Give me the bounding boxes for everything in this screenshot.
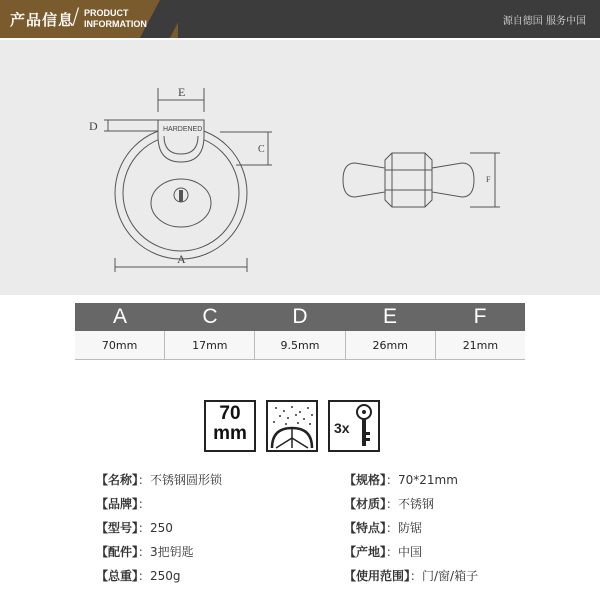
spec-table	[75, 303, 525, 360]
header-bar	[0, 0, 600, 38]
info-origin	[344, 542, 422, 562]
hardened-text: HARDENED	[163, 126, 203, 133]
info-feature	[344, 518, 422, 538]
info-feature-value: ：防锯	[386, 521, 423, 535]
info-spec-label: 【规格】	[344, 473, 387, 487]
info-brand-value: ：	[138, 497, 151, 511]
info-weight-label: 【总重】	[96, 569, 139, 583]
info-material-value: ：不锈钢	[386, 497, 435, 511]
info-name	[96, 470, 222, 490]
info-usage-label: 【使用范围】	[344, 569, 411, 583]
info-usage-value: ：门/窗/箱子	[410, 569, 479, 583]
dim-label-e: E	[178, 85, 186, 99]
spec-header-d: D	[292, 305, 308, 328]
keys-icon	[328, 400, 380, 452]
header-subtitle	[84, 8, 147, 30]
info-name-label: 【名称】	[96, 473, 139, 487]
drawing-svg	[0, 40, 600, 295]
keyhole-slot	[179, 190, 183, 202]
header-divider: /	[72, 5, 80, 30]
info-name-value: ：不锈钢圆形锁	[138, 473, 223, 487]
info-accessories	[96, 542, 194, 562]
header-title: 产品信息	[10, 11, 75, 29]
size-icon-text	[206, 404, 254, 444]
size-icon	[204, 400, 256, 452]
dim-label-f: F	[486, 175, 491, 184]
header-subtitle-line1: PRODUCT	[84, 8, 129, 18]
header-subtitle-line2: INFORMATION	[84, 19, 147, 29]
spec-header-c: C	[202, 305, 218, 328]
spec-value-f: 21mm	[462, 339, 499, 352]
info-material-label: 【材质】	[344, 497, 387, 511]
info-brand-label: 【品牌】	[96, 497, 139, 511]
info-accessories-value: ：3把钥匙	[138, 545, 194, 559]
spec-value-d: 9.5mm	[255, 331, 345, 359]
info-feature-label: 【特点】	[344, 521, 387, 535]
side-view-left-cap	[343, 163, 385, 197]
info-model-value: ：250	[138, 521, 173, 535]
side-view-right-cap	[432, 163, 474, 197]
spec-value-row	[75, 331, 525, 360]
info-accessories-label: 【配件】	[96, 545, 139, 559]
feature-icons	[204, 400, 394, 452]
spec-header-a: A	[112, 305, 127, 328]
spec-header-f: F	[473, 305, 487, 328]
size-icon-unit: mm	[213, 423, 247, 444]
info-model-label: 【型号】	[96, 521, 139, 535]
info-spec	[344, 470, 458, 490]
info-weight-value: ：250g	[138, 569, 181, 583]
technical-drawing	[0, 40, 600, 295]
dim-label-c: C	[258, 144, 265, 155]
info-usage	[344, 566, 478, 586]
dim-label-d: D	[89, 119, 98, 133]
info-spec-value: ：70*21mm	[386, 473, 458, 487]
header-slogan: 源自德国 服务中国	[502, 16, 586, 27]
info-origin-label: 【产地】	[344, 545, 387, 559]
keys-icon-graphic	[330, 402, 378, 450]
spec-value-e: 26mm	[346, 331, 436, 359]
weatherproof-icon-graphic	[268, 402, 316, 450]
info-origin-value: ：中国	[386, 545, 423, 559]
lock-cylinder	[151, 179, 211, 227]
keys-icon-count: 3x	[334, 420, 350, 436]
info-weight	[96, 566, 181, 586]
info-material	[344, 494, 434, 514]
info-model	[96, 518, 173, 538]
spec-value-c: 17mm	[165, 331, 255, 359]
weatherproof-icon	[266, 400, 318, 452]
spec-header-row	[75, 303, 525, 331]
spec-value-a: 70mm	[75, 331, 165, 359]
dim-label-a: A	[177, 252, 186, 266]
spec-header-e: E	[382, 305, 397, 328]
info-brand	[96, 494, 150, 514]
size-icon-number: 70	[219, 403, 241, 424]
